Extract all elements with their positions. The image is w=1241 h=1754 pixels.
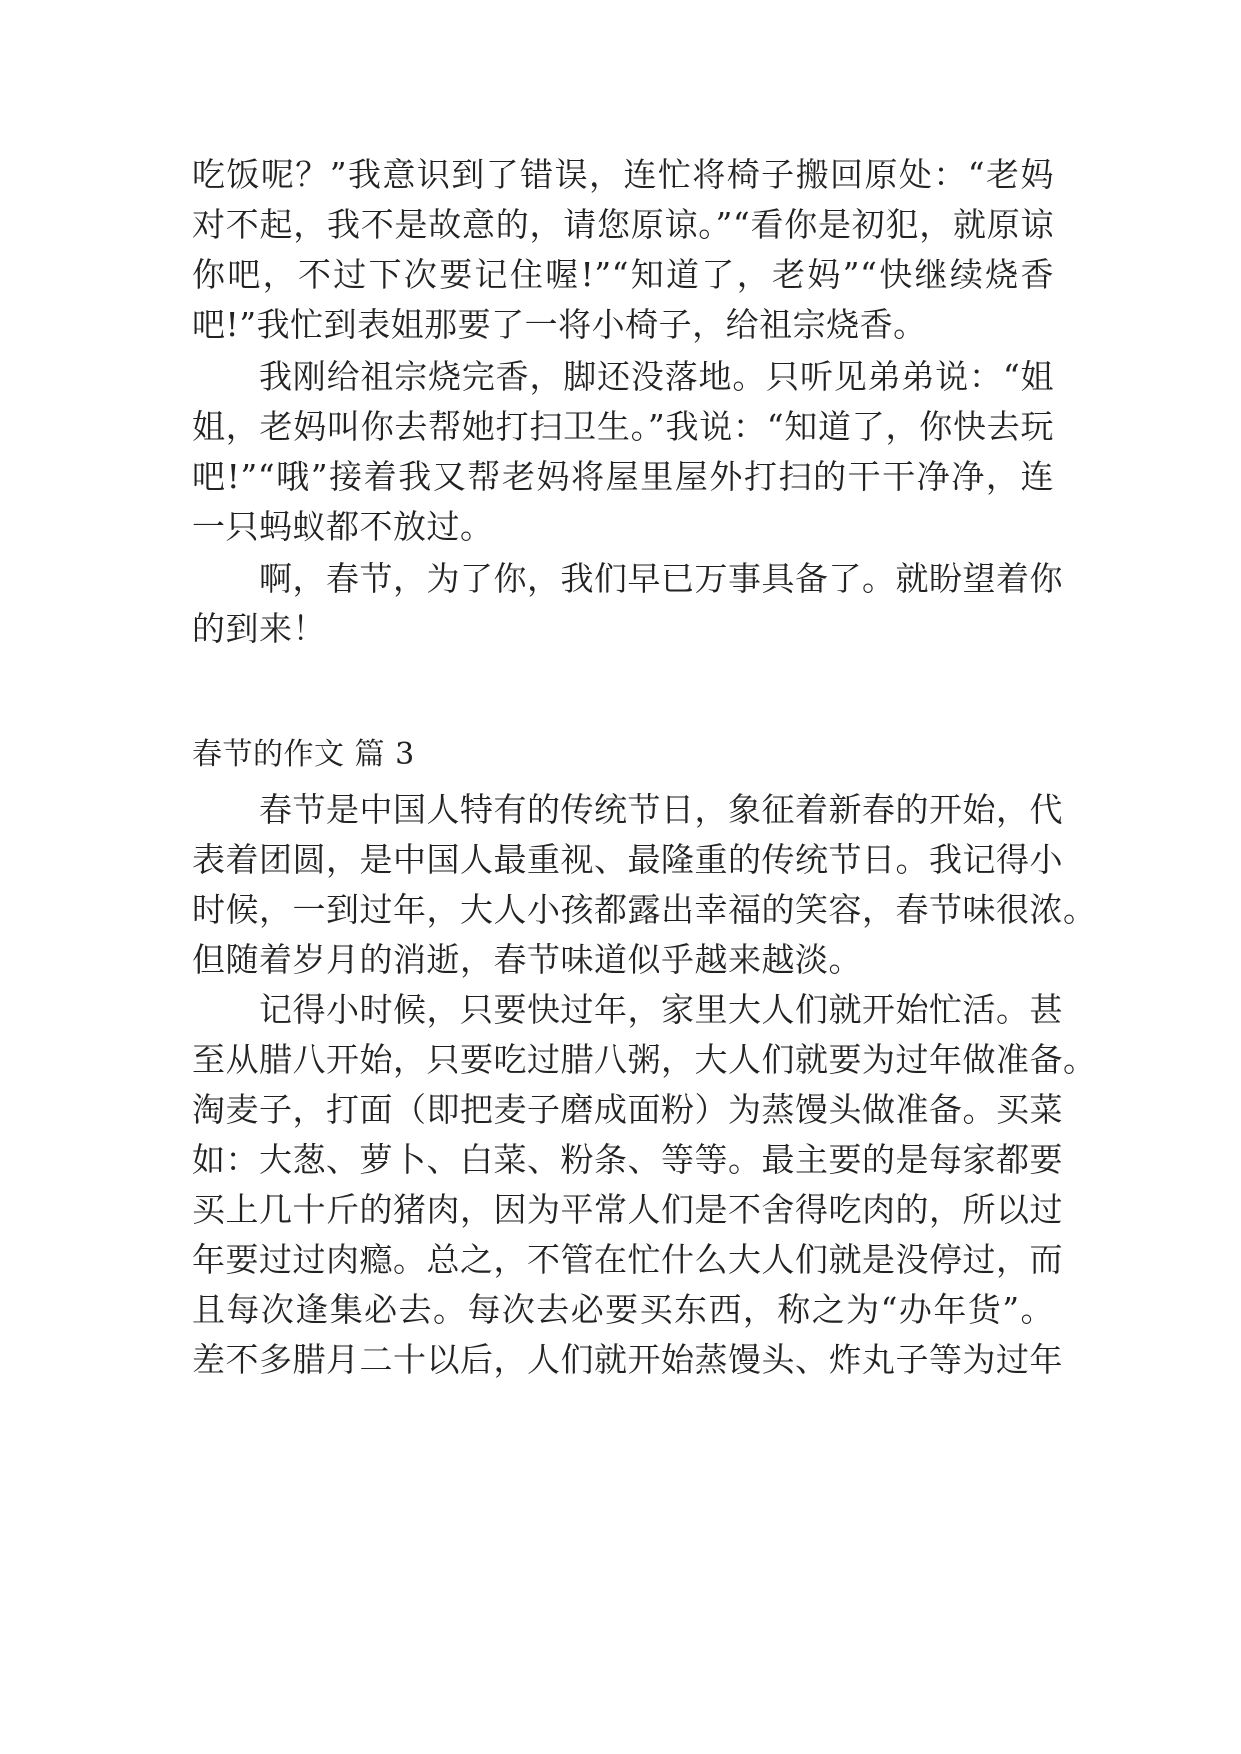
text-line: 如：大葱、萝卜、白菜、粉条、等等。最主要的是每家都要 — [192, 1140, 1063, 1179]
text-line: 表着团圆，是中国人最重视、最隆重的传统节日。我记得小 — [192, 840, 1063, 879]
text-line: 淘麦子，打面（即把麦子磨成面粉）为蒸馒头做准备。买菜 — [192, 1090, 1063, 1129]
text-line: 差不多腊月二十以后，人们就开始蒸馒头、炸丸子等为过年 — [192, 1340, 1063, 1379]
text-line: 一只蚂蚁都不放过。 — [192, 507, 494, 546]
text-line: 吃饭呢？”我意识到了错误，连忙将椅子搬回原处：“老妈 — [192, 155, 1054, 194]
text-line: 春节是中国人特有的传统节日，象征着新春的开始，代 — [259, 790, 1063, 829]
text-line: 吧!”“哦”接着我又帮老妈将屋里屋外打扫的干干净净，连 — [192, 457, 1054, 496]
article-title: 春节的作文 篇 3 — [192, 737, 415, 772]
text-line: 啊，春节，为了你，我们早已万事具备了。就盼望着你 — [259, 559, 1063, 598]
text-line: 姐，老妈叫你去帮她打扫卫生。”我说：“知道了，你快去玩 — [192, 407, 1054, 446]
text-line: 记得小时候，只要快过年，家里大人们就开始忙活。甚 — [259, 990, 1063, 1029]
text-line: 且每次逢集必去。每次去必要买东西，称之为“办年货”。 — [192, 1290, 1054, 1329]
text-line: 但随着岁月的消逝，春节味道似乎越来越淡。 — [192, 940, 862, 979]
text-line: 你吧，不过下次要记住喔!”“知道了，老妈”“快继续烧香 — [192, 255, 1054, 294]
text-line: 买上几十斤的猪肉，因为平常人们是不舍得吃肉的，所以过 — [192, 1190, 1063, 1229]
text-line: 时候，一到过年，大人小孩都露出幸福的笑容，春节味很浓。 — [192, 890, 1097, 929]
text-line: 我刚给祖宗烧完香，脚还没落地。只听见弟弟说：“姐 — [259, 357, 1054, 396]
text-line: 年要过过肉瘾。总之，不管在忙什么大人们就是没停过，而 — [192, 1240, 1063, 1279]
text-line: 的到来！ — [192, 609, 326, 648]
text-line: 吧!”我忙到表姐那要了一将小椅子，给祖宗烧香。 — [192, 305, 927, 344]
text-line: 对不起，我不是故意的，请您原谅。”“看你是初犯，就原谅 — [192, 205, 1054, 244]
text-line: 至从腊八开始，只要吃过腊八粥，大人们就要为过年做准备。 — [192, 1040, 1097, 1079]
